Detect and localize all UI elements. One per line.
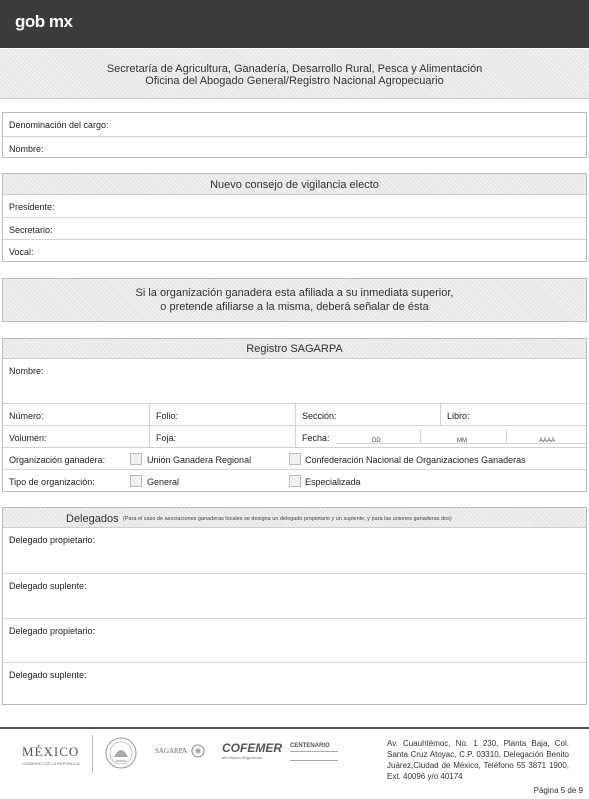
secretario-field[interactable] xyxy=(3,217,586,239)
delegado-suplente-2-field[interactable] xyxy=(3,662,586,704)
registro-nombre-label: Nombre: xyxy=(9,366,44,376)
registro-row-numero xyxy=(3,403,586,425)
numero-field[interactable] xyxy=(3,404,149,425)
centenario-logo xyxy=(290,743,338,761)
header-line-2: Oficina del Abogado General/Registro Nacional Agropecuario xyxy=(145,75,444,87)
gobmx-logo: gob mx xyxy=(15,12,73,31)
footer xyxy=(0,727,589,779)
general-label: General xyxy=(147,477,180,487)
organizacion-ganadera-label: Organización ganadera: xyxy=(9,455,106,465)
delegados-section xyxy=(2,507,587,705)
footer-address: Av. Cuauhtémoc, No. 1 230, Planta Baja, Col. Santa Cruz Atoyac, C.P. 03310, Delegación Benito Juárez,Ciudad de México, Teléfono 55 3871 1900, Ext. 40096 y/o 40174 xyxy=(387,739,569,781)
centenario-text: CENTENARIO xyxy=(290,743,330,749)
secretario-label: Secretario: xyxy=(9,225,53,235)
seccion-label: Sección: xyxy=(302,411,337,421)
delegado-suplente-1-field[interactable] xyxy=(3,573,586,618)
registro-row-volumen xyxy=(3,425,586,447)
fecha-field xyxy=(295,426,586,447)
fecha-mm-label: MM xyxy=(457,438,467,444)
folio-field[interactable] xyxy=(149,404,295,425)
seccion-field[interactable] xyxy=(295,404,440,425)
cofemer-logo xyxy=(222,741,282,760)
fecha-aaaa-input[interactable] xyxy=(506,429,586,444)
general-checkbox[interactable] xyxy=(130,475,142,487)
header-line-1: Secretaría de Agricultura, Ganadería, Desarrollo Rural, Pesca y Alimentación xyxy=(106,63,483,75)
especializada-checkbox[interactable] xyxy=(289,475,301,487)
centenario-ribbon-icon xyxy=(290,751,338,761)
afiliacion-band xyxy=(2,278,587,322)
folio-label: Folio: xyxy=(156,411,179,421)
union-ganadera-checkbox[interactable] xyxy=(130,453,142,465)
mexico-logo-text: MÉXICO xyxy=(22,744,80,759)
delegado-propietario-2-label: Delegado propietario: xyxy=(9,626,96,636)
nombre-cargo-label: Nombre: xyxy=(9,144,44,154)
cargo-section xyxy=(2,112,587,158)
vocal-field[interactable] xyxy=(3,239,586,261)
presidente-field[interactable] xyxy=(3,195,586,217)
sagarpa-logo: SAGARPA xyxy=(155,747,188,755)
mexico-logo xyxy=(22,744,80,766)
presidente-label: Presidente: xyxy=(9,202,55,212)
top-bar xyxy=(0,0,589,48)
delegados-note: (Para el caso de asociaciones ganaderas locales se designa un delegado propietario y un suplente, y para las uniones ganaderas dos) xyxy=(123,516,452,522)
confederacion-label: Confederación Nacional de Organizaciones Ganaderas xyxy=(305,455,526,465)
foja-label: Foja: xyxy=(156,433,177,443)
afiliacion-line-1: Si la organización ganadera esta afiliada a su inmediata superior, xyxy=(135,287,454,299)
consejo-vigilancia-section xyxy=(2,173,587,262)
cofemer-logo-text: COFEMER xyxy=(222,741,282,755)
registro-sagarpa-section xyxy=(2,338,587,492)
volumen-field[interactable] xyxy=(3,426,149,447)
fecha-aaaa-label: AAAA xyxy=(539,438,556,444)
delegado-suplente-1-label: Delegado suplente: xyxy=(9,581,87,591)
escudo-icon xyxy=(104,735,138,778)
foja-field[interactable] xyxy=(149,426,295,447)
sagarpa-emblem-icon xyxy=(191,744,205,763)
registro-nombre-field[interactable] xyxy=(3,359,586,403)
cofemer-logo-subtitle: del Mejora Regulatoria xyxy=(222,755,263,760)
delegados-title-row xyxy=(3,508,586,528)
fecha-dd-input[interactable] xyxy=(336,429,420,444)
nombre-cargo-field[interactable] xyxy=(3,136,586,158)
consejo-title: Nuevo consejo de vigilancia electo xyxy=(3,174,586,195)
tipo-organizacion-label: Tipo de organización: xyxy=(9,477,95,487)
fecha-dd-label: DD xyxy=(372,438,381,444)
delegado-suplente-2-label: Delegado suplente: xyxy=(9,670,87,680)
numero-label: Número: xyxy=(9,411,44,421)
confederacion-checkbox[interactable] xyxy=(289,453,301,465)
volumen-label: Volumen: xyxy=(9,433,47,443)
footer-divider xyxy=(92,735,93,773)
mexico-logo-subtitle: GOBIERNO DE LA REPÚBLICA xyxy=(22,761,80,766)
denominacion-cargo-label: Denominación del cargo: xyxy=(9,120,109,130)
fecha-mm-input[interactable] xyxy=(420,429,506,444)
libro-field[interactable] xyxy=(440,404,586,425)
tipo-organizacion-row xyxy=(3,469,586,490)
registro-title: Registro SAGARPA xyxy=(3,339,586,359)
page-number: Página 5 de 9 xyxy=(533,786,583,795)
delegado-propietario-1-field[interactable] xyxy=(3,528,586,573)
delegados-title: Delegados xyxy=(66,513,119,525)
header-band xyxy=(0,49,589,99)
afiliacion-line-2: o pretende afiliarse a la misma, deberá señalar de ésta xyxy=(160,301,429,313)
libro-label: Libro: xyxy=(447,411,470,421)
especializada-label: Especializada xyxy=(305,477,361,487)
organizacion-ganadera-row xyxy=(3,447,586,469)
fecha-label: Fecha: xyxy=(302,433,330,443)
delegado-propietario-2-field[interactable] xyxy=(3,618,586,662)
union-ganadera-label: Unión Ganadera Regional xyxy=(147,455,252,465)
vocal-label: Vocal: xyxy=(9,247,34,257)
denominacion-cargo-field[interactable] xyxy=(3,113,586,136)
delegado-propietario-1-label: Delegado propietario: xyxy=(9,535,96,545)
